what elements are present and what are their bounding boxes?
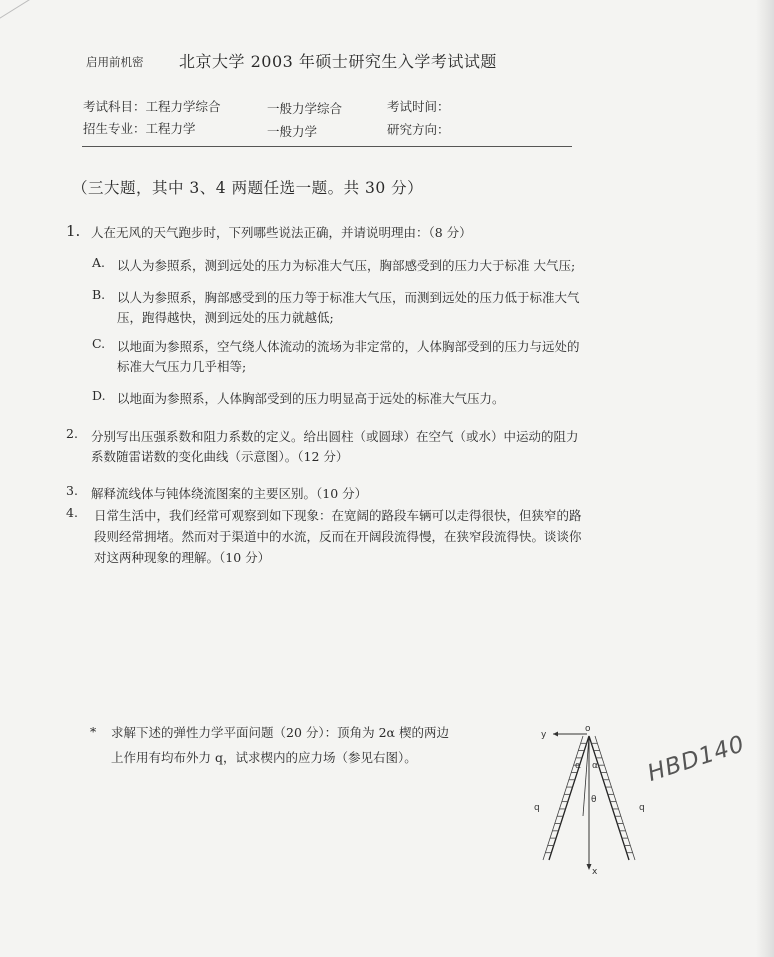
exam-title: 北京大学 2003 年硕士研究生入学考试试题	[179, 52, 497, 71]
label-alpha-right: α	[592, 761, 598, 771]
bonus-line-2: 上作用有均布外力 q，试求楔内的应力场（参见右图）。	[111, 750, 417, 765]
fold-line	[0, 0, 82, 31]
label-alpha-left: α	[575, 761, 581, 771]
question-4-number: 4.	[66, 505, 78, 520]
x-axis-arrow	[587, 864, 592, 870]
load-left-boundary	[543, 736, 583, 860]
question-4-line-3: 对这两种现象的理解。（10 分）	[94, 550, 271, 565]
time-label: 考试时间：	[387, 99, 450, 114]
bonus-mark: *	[90, 724, 97, 739]
instruction: （三大题，其中 3、4 两题任选一题。共 30 分）	[72, 179, 424, 197]
load-left-hatching	[545, 743, 586, 852]
load-right-boundary	[595, 736, 635, 860]
label-q-right: q	[639, 803, 645, 813]
subject-value: 一般力学综合	[267, 101, 343, 116]
label-theta: θ	[591, 795, 597, 805]
option-c-line-1: 以地面为参照系，空气绕人体流动的流场为非定常的，人体胸部受到的压力与远处的	[117, 339, 580, 354]
question-3-text: 解释流线体与钝体绕流图案的主要区别。（10 分）	[91, 486, 368, 501]
question-2-line-1: 分别写出压强系数和阻力系数的定义。给出圆柱（或圆球）在空气（或水）中运动的阻力	[91, 429, 579, 444]
question-1-number: 1.	[66, 222, 81, 240]
question-3-number: 3.	[66, 483, 78, 498]
question-4-line-1: 日常生活中，我们经常可观察到如下现象：在宽阔的路段车辆可以走得很快，但狭窄的路	[94, 508, 582, 523]
option-d-letter: D.	[92, 388, 106, 403]
handwritten-note: HBD140	[644, 731, 749, 787]
label-q-left: q	[534, 803, 540, 813]
major-label: 招生专业：工程力学	[83, 121, 196, 136]
option-a-text: 以人为参照系，测到远处的压力为标准大气压，胸部感受到的压力大于标准 大气压;	[117, 258, 576, 273]
question-2-line-2: 系数随雷诺数的变化曲线（示意图）。（12 分）	[91, 449, 349, 464]
label-y: y	[541, 730, 547, 740]
question-2-number: 2.	[66, 426, 78, 441]
label-o: o	[585, 724, 591, 734]
option-c-letter: C.	[92, 336, 106, 351]
option-c-line-2: 标准大气压力几乎相等;	[117, 359, 247, 374]
option-b-line-1: 以人为参照系，胸部感受到的压力等于标准大气压，而测到远处的压力低于标准大气	[117, 290, 580, 305]
option-d-text: 以地面为参照系，人体胸部受到的压力明显高于远处的标准大气压力。	[117, 391, 505, 406]
question-4-line-2: 段则经常拥堵。然而对于渠道中的水流，反而在开阔段流得慢，在狭窄段流得快。谈谈你	[94, 529, 582, 544]
major-value: 一般力学	[267, 124, 318, 139]
load-right-hatching	[591, 743, 632, 852]
theta-ray	[583, 736, 589, 816]
confidential-label: 启用前机密	[86, 55, 144, 69]
direction-label: 研究方向：	[387, 122, 450, 137]
y-axis-arrow	[553, 732, 558, 737]
page-edge-shadow	[756, 0, 774, 957]
label-x: x	[592, 867, 598, 877]
option-b-letter: B.	[92, 287, 106, 302]
wedge-figure	[533, 720, 653, 880]
wedge-left-edge	[549, 736, 589, 860]
header-divider	[82, 146, 572, 147]
option-a-letter: A.	[92, 255, 106, 270]
option-b-line-2: 压，跑得越快，测到远处的压力就越低;	[117, 310, 334, 325]
question-1-text: 人在无风的天气跑步时，下列哪些说法正确，并请说明理由：（8 分）	[91, 225, 472, 240]
subject-label: 考试科目：工程力学综合	[83, 99, 221, 114]
bonus-line-1: 求解下述的弹性力学平面问题（20 分）：顶角为 2α 楔的两边	[111, 725, 449, 740]
